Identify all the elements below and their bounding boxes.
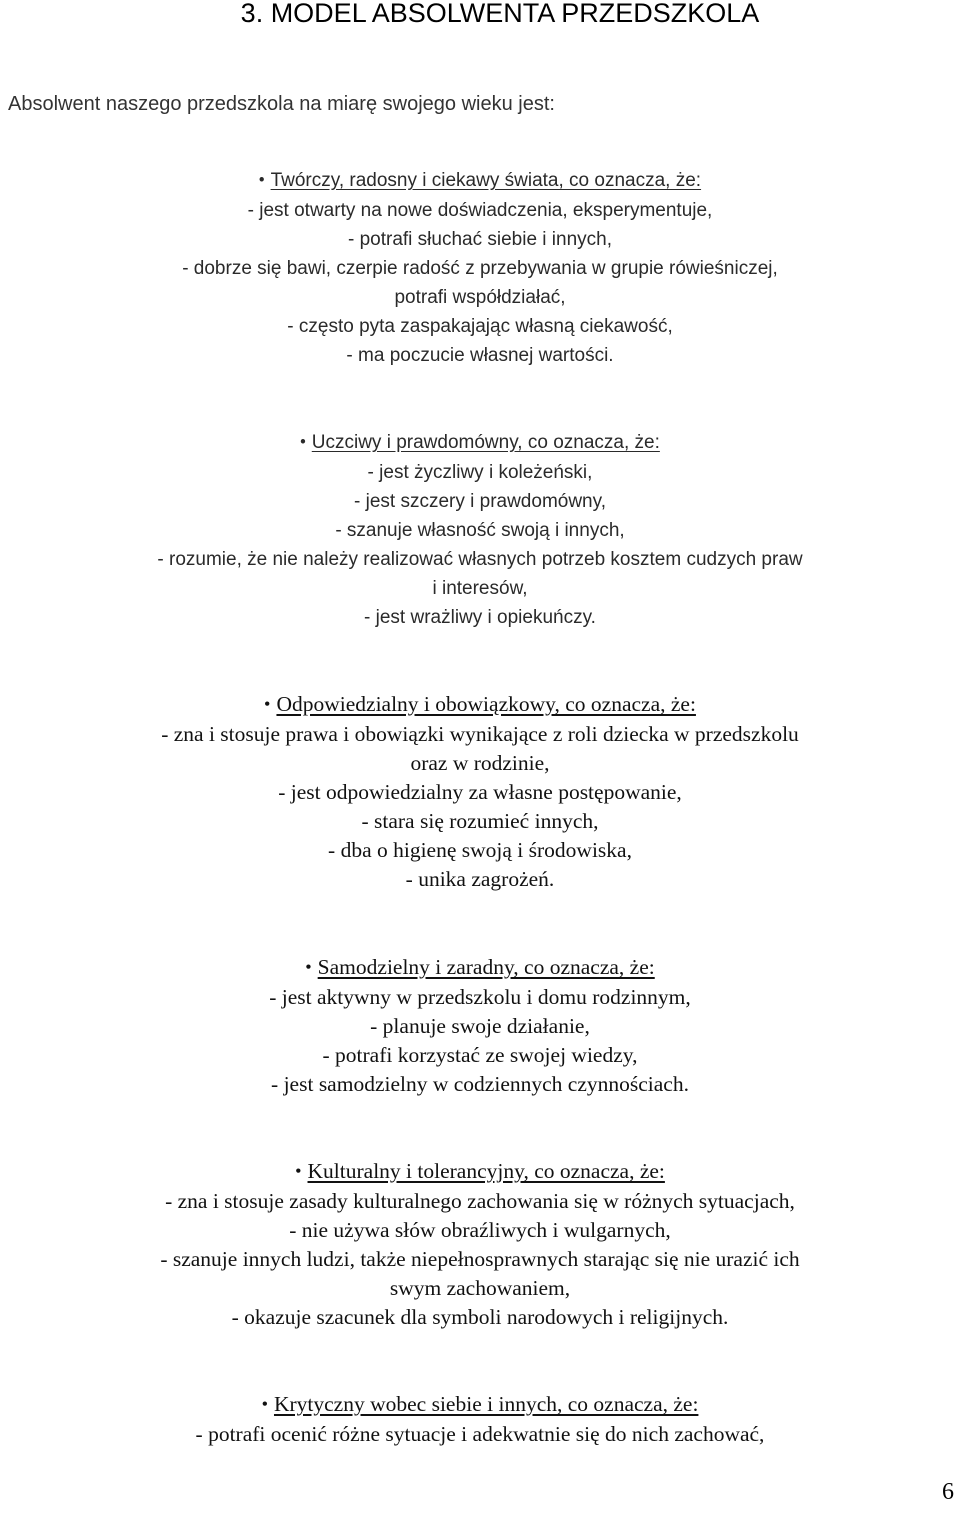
list-item: - jest szczery i prawdomówny,	[354, 491, 606, 512]
list-item: - jest odpowiedzialny za własne postępowanie,	[278, 780, 682, 804]
list-item: - stara się rozumieć innych,	[361, 809, 599, 833]
list-item: - ma poczucie własnej wartości.	[346, 345, 614, 366]
list-item: - dobrze się bawi, czerpie radość z przebywania w grupie rówieśniczej,	[182, 258, 778, 279]
section-honest	[0, 428, 960, 632]
list-item: - często pyta zaspakajając własną ciekawość,	[287, 316, 673, 337]
list-item: - okazuje szacunek dla symboli narodowych i religijnych.	[231, 1305, 729, 1329]
bullet-icon: •	[258, 171, 265, 189]
section-independent	[0, 953, 960, 1099]
section-heading: 3. MODEL ABSOLWENTA PRZEDSZKOLA	[240, 0, 760, 28]
section-creative	[0, 166, 960, 370]
list-item: - jest samodzielny w codziennych czynnościach.	[271, 1072, 689, 1096]
list-item: - unika zagrożeń.	[405, 867, 555, 891]
section-title: • Samodzielny i zaradny, co oznacza, że:	[305, 955, 655, 979]
list-item: - jest otwarty na nowe doświadczenia, eksperymentuje,	[247, 200, 713, 221]
bullet-icon: •	[264, 694, 271, 714]
list-item: - jest życzliwy i koleżeński,	[367, 462, 593, 483]
section-title: • Uczciwy i prawdomówny, co oznacza, że:	[300, 432, 660, 453]
list-item: swym zachowaniem,	[389, 1276, 571, 1300]
bullet-icon: •	[261, 1394, 268, 1414]
list-item: potrafi współdziałać,	[394, 287, 566, 308]
list-item: - jest aktywny w przedszkolu i domu rodzinnym,	[269, 985, 691, 1009]
section-title: • Twórczy, radosny i ciekawy świata, co oznacza, że:	[258, 170, 702, 191]
list-item: - nie używa słów obraźliwych i wulgarnych,	[289, 1218, 671, 1242]
intro-text: Absolwent naszego przedszkola na miarę swojego wieku jest:	[8, 93, 555, 115]
section-title: • Kulturalny i tolerancyjny, co oznacza, że:	[295, 1159, 665, 1183]
bullet-icon: •	[295, 1161, 302, 1181]
section-title: • Krytyczny wobec siebie i innych, co oznacza, że:	[261, 1392, 699, 1416]
section-title: • Odpowiedzialny i obowiązkowy, co oznacza, że:	[264, 692, 696, 716]
page-number: 6	[942, 1479, 954, 1505]
bullet-icon: •	[305, 957, 312, 977]
section-cultured	[0, 1157, 960, 1332]
list-item: - zna i stosuje prawa i obowiązki wynikające z roli dziecka w przedszkolu	[161, 722, 799, 746]
list-item: - jest wrażliwy i opiekuńczy.	[364, 607, 596, 628]
bullet-icon: •	[300, 433, 306, 451]
list-item: - dba o higienę swoją i środowiska,	[328, 838, 632, 862]
list-item: i interesów,	[432, 578, 528, 599]
list-item: oraz w rodzinie,	[410, 751, 550, 775]
section-responsible	[0, 690, 960, 894]
section-critical	[0, 1390, 960, 1449]
list-item: - potrafi korzystać ze swojej wiedzy,	[322, 1043, 638, 1067]
list-item: - szanuje innych ludzi, także niepełnosprawnych starając się nie urazić ich	[160, 1247, 800, 1271]
list-item: - rozumie, że nie należy realizować własnych potrzeb kosztem cudzych praw	[157, 549, 803, 570]
list-item: - zna i stosuje zasady kulturalnego zachowania się w różnych sytuacjach,	[165, 1189, 795, 1213]
list-item: - planuje swoje działanie,	[370, 1014, 590, 1038]
list-item: - szanuje własność swoją i innych,	[335, 520, 625, 541]
list-item: - potrafi ocenić różne sytuacje i adekwatnie się do nich zachować,	[195, 1422, 765, 1446]
list-item: - potrafi słuchać siebie i innych,	[347, 229, 612, 250]
